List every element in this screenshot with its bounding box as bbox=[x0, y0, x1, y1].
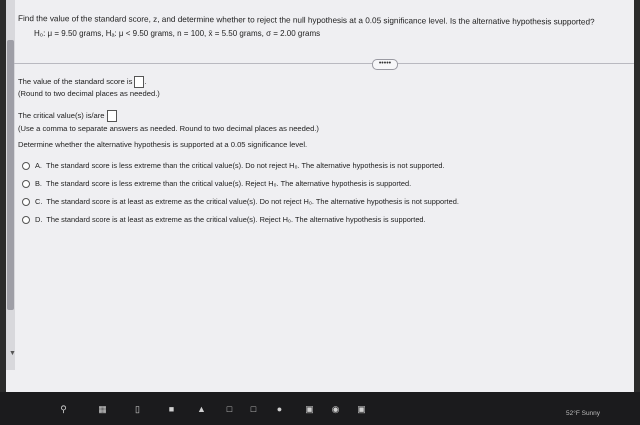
task-view-icon[interactable]: ▦ bbox=[98, 404, 107, 414]
radio-icon[interactable] bbox=[22, 198, 30, 206]
critical-values-input[interactable] bbox=[107, 110, 117, 122]
question-prompt: Find the value of the standard score, z, and determine whether to reject the null hypothesis at a 0.05 significance level. Is the alternative hypothesis supported? bbox=[17, 14, 595, 27]
option-d[interactable] bbox=[22, 215, 426, 224]
critical-values-hint: (Use a comma to separate answers as needed. Round to two decimal places as needed.) bbox=[18, 124, 319, 133]
question-panel bbox=[6, 0, 634, 392]
option-text: The standard score is less extreme than the critical value(s). Do not reject H₀. The alternative hypothesis is not supported. bbox=[45, 161, 445, 170]
question-givens: H₀: μ = 9.50 grams, Hₐ: μ < 9.50 grams, n = 100, x̄ = 5.50 grams, σ = 2.00 grams bbox=[34, 29, 321, 38]
option-b[interactable] bbox=[22, 179, 411, 188]
mail-icon[interactable]: ▲ bbox=[197, 404, 206, 414]
critical-values-label: The critical value(s) is/are bbox=[18, 111, 105, 120]
scrollbar-thumb[interactable] bbox=[7, 40, 14, 310]
scroll-down-icon[interactable]: ▼ bbox=[9, 350, 16, 357]
chrome-icon[interactable]: ◉ bbox=[331, 404, 340, 414]
critical-values-row bbox=[18, 110, 117, 122]
option-letter: A. bbox=[35, 161, 42, 170]
standard-score-hint: (Round to two decimal places as needed.) bbox=[18, 89, 160, 98]
option-letter: B. bbox=[35, 179, 42, 188]
standard-score-row: The value of the standard score is . bbox=[18, 77, 147, 86]
more-button[interactable]: ••••• bbox=[372, 59, 398, 70]
app-icon[interactable]: □ bbox=[226, 404, 233, 414]
search-icon[interactable]: ⚲ bbox=[60, 404, 67, 414]
media-icon[interactable]: ● bbox=[276, 404, 283, 414]
radio-icon[interactable] bbox=[22, 162, 30, 170]
option-text: The standard score is at least as extreme as the critical value(s). Do not reject H₀. The alternative hypothesis is not supported. bbox=[46, 197, 459, 206]
option-c[interactable] bbox=[22, 197, 459, 206]
option-text: The standard score is less extreme than the critical value(s). Reject H₀. The alternative hypothesis is supported. bbox=[45, 179, 412, 188]
standard-score-input[interactable] bbox=[134, 76, 144, 88]
option-text: The standard score is at least as extreme as the critical value(s). Reject H₀. The alternative hypothesis is supported. bbox=[46, 215, 426, 224]
divider bbox=[14, 63, 634, 64]
excel-icon[interactable]: ▣ bbox=[357, 404, 366, 414]
weather-widget[interactable]: 52°F Sunny bbox=[566, 410, 601, 417]
app-icon[interactable]: ▣ bbox=[305, 404, 314, 414]
option-a[interactable] bbox=[22, 161, 445, 170]
store-icon[interactable]: ■ bbox=[168, 404, 175, 414]
app-icon[interactable]: □ bbox=[250, 404, 257, 414]
radio-icon[interactable] bbox=[22, 216, 30, 224]
standard-score-label: The value of the standard score is bbox=[18, 77, 133, 86]
option-letter: D. bbox=[35, 215, 43, 224]
taskbar bbox=[0, 392, 640, 425]
radio-icon[interactable] bbox=[22, 180, 30, 188]
option-letter: C. bbox=[35, 197, 43, 206]
file-explorer-icon[interactable]: ▯ bbox=[135, 404, 140, 414]
decision-prompt: Determine whether the alternative hypothesis is supported at a 0.05 significance level. bbox=[18, 140, 308, 149]
